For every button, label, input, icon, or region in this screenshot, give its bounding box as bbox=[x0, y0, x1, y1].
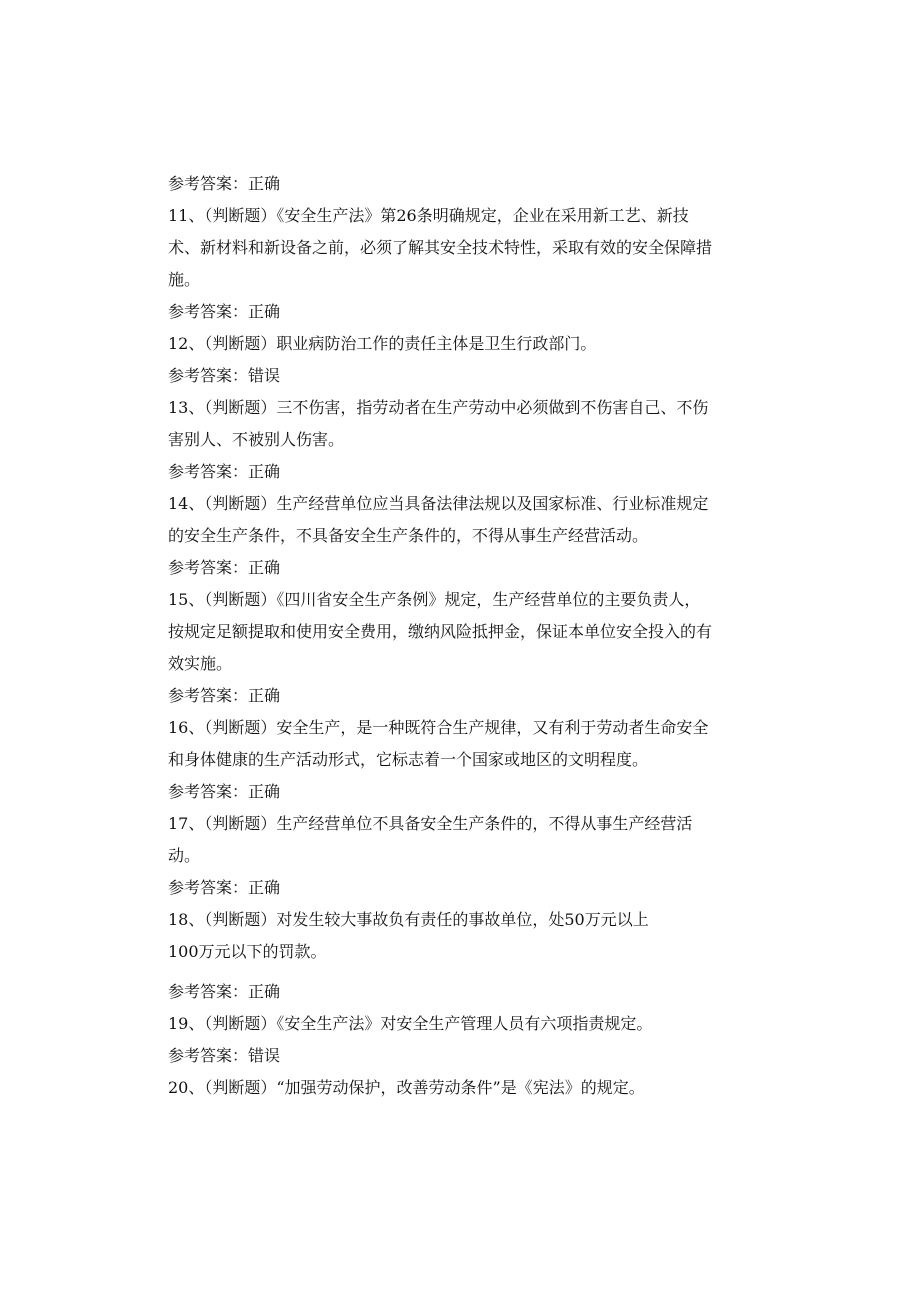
question-11-line-3: 施。 bbox=[168, 270, 201, 289]
question-13-line-2: 害别人、不被别人伤害。 bbox=[168, 430, 345, 449]
question-17-line-2: 动。 bbox=[168, 846, 201, 865]
question-11-line-2: 术、新材料和新设备之前，必须了解其安全技术特性，采取有效的安全保障措 bbox=[168, 238, 713, 257]
question-list bbox=[168, 168, 753, 1104]
question-12-line-1: 12、（判断题）职业病防治工作的责任主体是卫生行政部门。 bbox=[168, 334, 597, 353]
answer-line: 参考答案：正确 bbox=[168, 686, 281, 705]
question-16-line-1: 16、（判断题）安全生产，是一种既符合生产规律，又有利于劳动者生命安全 bbox=[168, 718, 709, 737]
answer-line: 参考答案：正确 bbox=[168, 174, 281, 193]
question-15-line-1: 15、（判断题）《四川省安全生产条例》规定，生产经营单位的主要负责人， bbox=[168, 590, 701, 609]
question-13-line-1: 13、（判断题）三不伤害，指劳动者在生产劳动中必须做到不伤害自己、不伤 bbox=[168, 398, 709, 417]
answer-line: 参考答案：错误 bbox=[168, 1046, 281, 1065]
question-19-line-1: 19、（判断题）《安全生产法》对安全生产管理人员有六项指责规定。 bbox=[168, 1014, 653, 1033]
answer-line: 参考答案：正确 bbox=[168, 878, 281, 897]
question-15-line-2: 按规定足额提取和使用安全费用，缴纳风险抵押金，保证本单位安全投入的有 bbox=[168, 622, 713, 641]
question-14-line-1: 14、（判断题）生产经营单位应当具备法律法规以及国家标准、行业标准规定 bbox=[168, 494, 709, 513]
question-20-line-1: 20、（判断题）“加强劳动保护，改善劳动条件”是《宪法》的规定。 bbox=[168, 1078, 645, 1097]
answer-line: 参考答案：正确 bbox=[168, 558, 281, 577]
answer-line: 参考答案：正确 bbox=[168, 302, 281, 321]
answer-line: 参考答案：正确 bbox=[168, 462, 281, 481]
answer-line: 参考答案：正确 bbox=[168, 782, 281, 801]
answer-line: 参考答案：正确 bbox=[168, 982, 281, 1001]
question-17-line-1: 17、（判断题）生产经营单位不具备安全生产条件的，不得从事生产经营活 bbox=[168, 814, 693, 833]
question-11-line-1: 11、（判断题）《安全生产法》第26条明确规定，企业在采用新工艺、新技 bbox=[168, 206, 689, 225]
question-18-line-1: 18、（判断题）对发生较大事故负有责任的事故单位，处50万元以上 bbox=[168, 910, 649, 929]
question-14-line-2: 的安全生产条件，不具备安全生产条件的，不得从事生产经营活动。 bbox=[168, 526, 649, 545]
answer-line: 参考答案：错误 bbox=[168, 366, 281, 385]
question-15-line-3: 效实施。 bbox=[168, 654, 233, 673]
paragraph-gap bbox=[168, 968, 753, 976]
question-16-line-2: 和身体健康的生产活动形式，它标志着一个国家或地区的文明程度。 bbox=[168, 750, 649, 769]
question-18-line-2: 100万元以下的罚款。 bbox=[168, 942, 327, 961]
